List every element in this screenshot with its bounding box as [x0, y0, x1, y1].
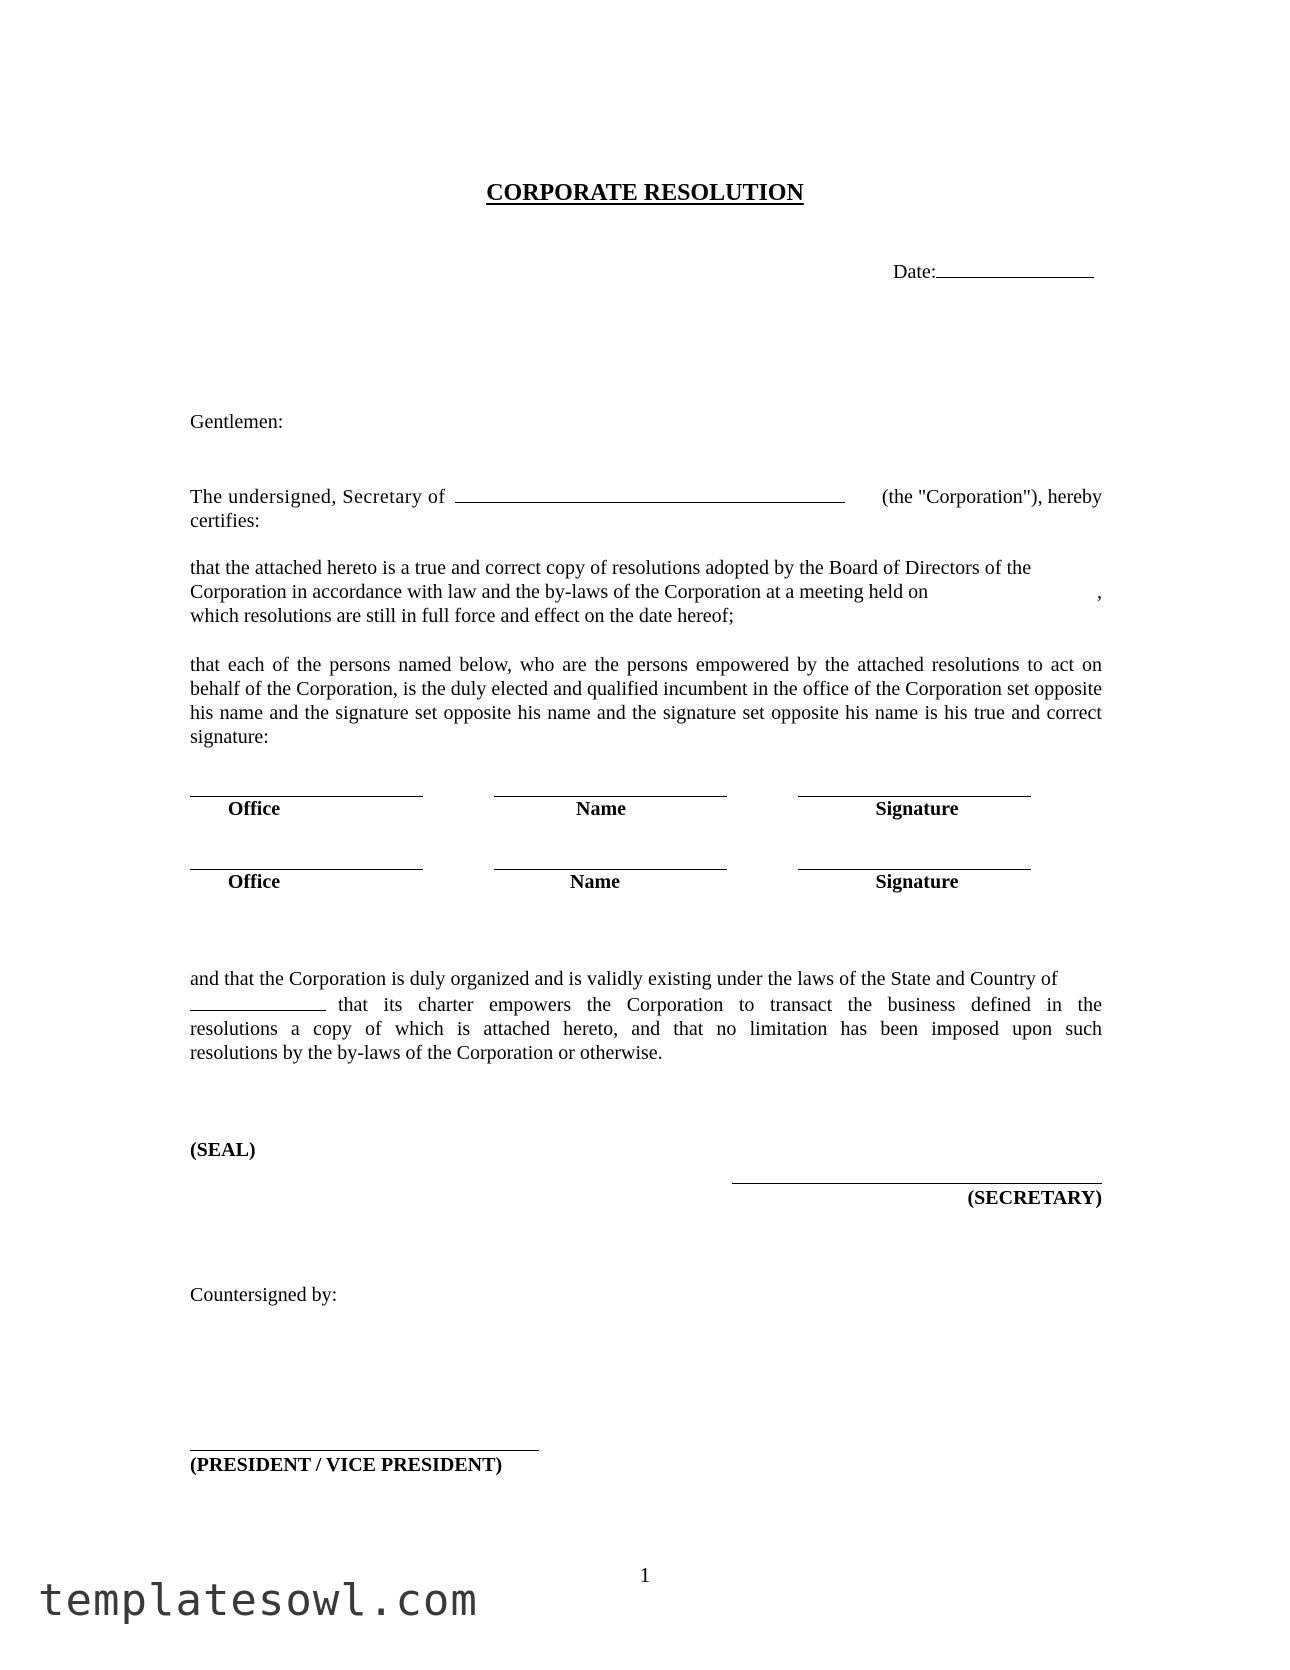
corporation-name-blank[interactable]	[455, 483, 845, 503]
name-line-1[interactable]	[494, 796, 727, 797]
date-label: Date:	[893, 261, 937, 283]
signature-line-1[interactable]	[798, 796, 1031, 797]
president-signature-line[interactable]	[190, 1450, 539, 1451]
secretary-label: (SECRETARY)	[967, 1187, 1102, 1209]
page-number: 1	[639, 1563, 651, 1587]
intro-paragraph	[190, 483, 1102, 533]
secretary-signature-line[interactable]	[732, 1183, 1102, 1184]
para3-line2: that its charter empowers the Corporation to transact the business defined in the	[338, 994, 1102, 1016]
name-caption-1: Name	[576, 798, 626, 820]
president-label: (PRESIDENT / VICE PRESIDENT)	[190, 1454, 503, 1476]
signature-caption-2: Signature	[875, 871, 959, 893]
seal-label: (SEAL)	[190, 1139, 256, 1161]
state-country-blank[interactable]	[190, 991, 326, 1011]
salutation: Gentlemen:	[190, 411, 284, 433]
paragraph-empowered-persons: that each of the persons named below, who are the persons empowered by the attached resolutions to act on behalf of the Corporation, is the duly elected and qualified incumbent in the office of the Corporation set opposite his name and the signature set opposite his name and the signature set opposite his name is his true and correct signature:	[190, 654, 1102, 748]
date-blank[interactable]	[936, 258, 1094, 278]
countersigned-label: Countersigned by:	[190, 1284, 338, 1306]
para3-line3: resolutions a copy of which is attached hereto, and that no limitation has been imposed upon such	[190, 1018, 1102, 1040]
date-field	[893, 258, 1094, 284]
paragraph-resolutions-copy	[190, 556, 1102, 628]
name-line-2[interactable]	[494, 869, 727, 870]
para1-line2-end: ,	[1097, 581, 1102, 603]
document-title: CORPORATE RESOLUTION	[486, 180, 804, 206]
office-caption-2: Office	[227, 871, 281, 893]
intro-line2: certifies:	[190, 510, 260, 532]
paragraph-corporation-existence	[190, 967, 1102, 1065]
office-caption-1: Office	[227, 798, 281, 820]
watermark-text: templatesowl.com	[38, 1575, 478, 1626]
intro-after: (the "Corporation"), hereby	[881, 486, 1102, 508]
para1-line2: Corporation in accordance with law and the by-laws of the Corporation at a meeting held on	[190, 581, 929, 603]
office-line-2[interactable]	[190, 869, 423, 870]
intro-before: The undersigned, Secretary of	[190, 486, 446, 508]
para1-line3: which resolutions are still in full force and effect on the date hereof;	[190, 605, 734, 627]
office-line-1[interactable]	[190, 796, 423, 797]
signature-line-2[interactable]	[798, 869, 1031, 870]
para3-line4: resolutions by the by-laws of the Corporation or otherwise.	[190, 1042, 663, 1064]
name-caption-2: Name	[570, 871, 620, 893]
para1-line1: that the attached hereto is a true and correct copy of resolutions adopted by the Board of Directors of the	[190, 557, 1032, 579]
para3-line1: and that the Corporation is duly organized and is validly existing under the laws of the State and Country of	[190, 968, 1058, 990]
signature-caption-1: Signature	[875, 798, 959, 820]
